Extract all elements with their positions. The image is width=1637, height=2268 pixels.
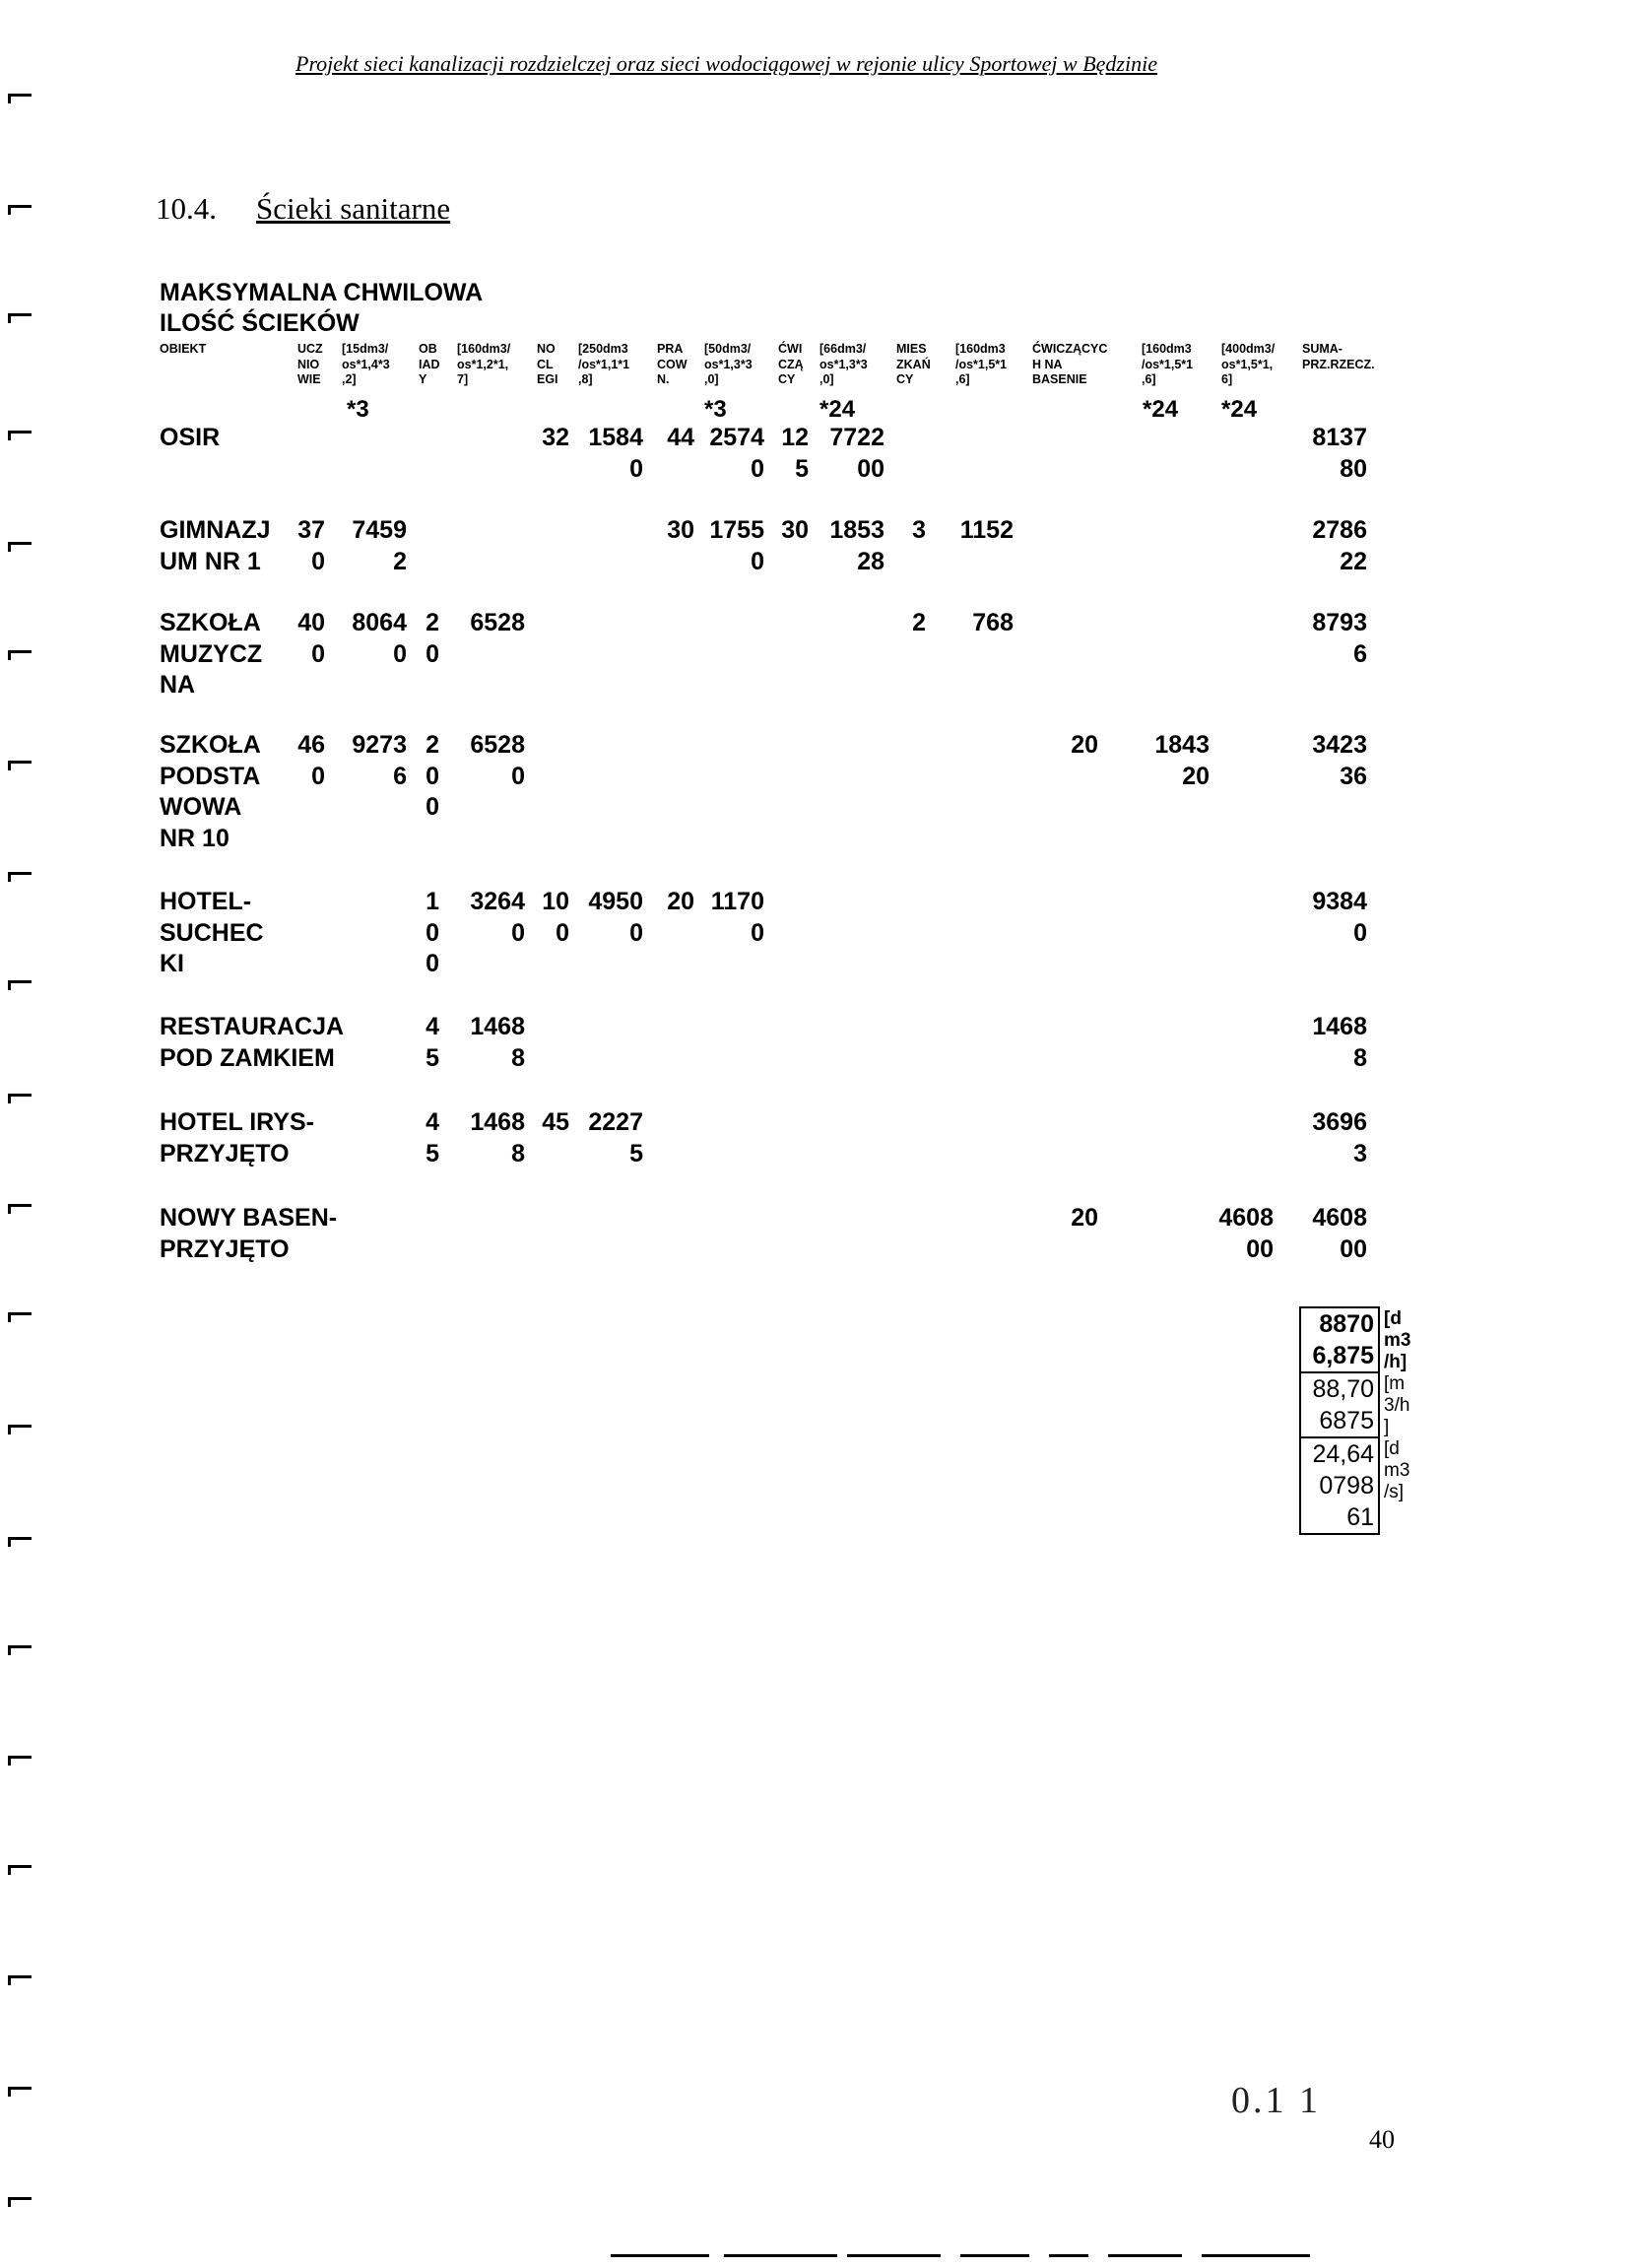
table-cell-line: 3 (1353, 1139, 1367, 1167)
table-cell-line: 8793 (1312, 609, 1367, 636)
column-header (955, 342, 1007, 388)
multiplier-note: *3 (704, 396, 727, 423)
scan-mark (8, 1312, 32, 1315)
table-cell-line: 40 (297, 609, 325, 636)
multiplier-note: *24 (1221, 396, 1258, 423)
total-unit-line: m3 (1384, 1460, 1410, 1481)
column-header-line: [160dm3/ (457, 342, 511, 356)
multiplier-note: *24 (1143, 396, 1179, 423)
column-header (1221, 342, 1275, 388)
table-cell-line: 0 (311, 762, 325, 790)
column-header (537, 342, 558, 388)
table-cell-line: 8064 (352, 609, 407, 636)
table-cell-line: 3 (912, 516, 926, 544)
row-label-line: MUZYCZ (160, 639, 263, 668)
column-header (1142, 342, 1193, 388)
table-title-line: ILOŚĆ ŚCIEKÓW (160, 309, 360, 337)
table-cell-q160b (1154, 730, 1210, 792)
table-cell-line: 8 (511, 1043, 525, 1072)
column-header-line: ,6] (955, 372, 970, 386)
row-label-line: PRZYJĘTO (160, 1234, 290, 1263)
scan-mark (8, 1865, 32, 1868)
column-header-line: N. (657, 372, 670, 386)
row-label (160, 1107, 314, 1169)
table-cell-line: 2 (393, 547, 407, 575)
table-cell-noclegi (542, 887, 569, 949)
column-header (160, 342, 206, 358)
table-cell-line: 37 (297, 516, 325, 544)
scan-mark (8, 650, 32, 653)
column-header-line: ZKAŃ (896, 357, 931, 371)
totals-box (1299, 1306, 1411, 1535)
column-header (342, 342, 390, 388)
table-cell-line: 3696 (1312, 1108, 1367, 1136)
table-cell-line: 8137 (1312, 424, 1367, 451)
table-cell-line: 20 (1071, 731, 1098, 759)
column-header-line: ,0] (819, 372, 834, 386)
column-header-line: ĆWICZĄCYC (1032, 342, 1108, 356)
column-header (896, 342, 931, 388)
column-header-line: [50dm3/ (704, 342, 752, 356)
table-cell-suma (1312, 1203, 1367, 1265)
table-cell-line: 7722 (829, 424, 884, 451)
column-header-line: [160dm3 (955, 342, 1006, 356)
total-unit-line: [m (1384, 1373, 1406, 1394)
row-label-line: RESTAURACJA (160, 1013, 345, 1040)
table-cell-line: 32 (542, 424, 569, 451)
scan-mark (8, 205, 32, 208)
column-header-line: os*1,5*1, (1221, 357, 1274, 371)
total-value-line: 0798 (1319, 1472, 1374, 1500)
scan-mark (8, 1094, 32, 1097)
column-header (657, 342, 688, 388)
scan-mark (8, 313, 32, 316)
column-header-line: ĆWI (778, 342, 803, 356)
column-header-line: [66dm3/ (819, 342, 867, 356)
table-cell-line: 0 (426, 950, 439, 977)
scan-mark (8, 1204, 32, 1207)
table-cell-noclegi (542, 1107, 569, 1139)
scan-mark (8, 1537, 32, 1540)
row-label-line: WOWA (160, 793, 242, 821)
row-label-line: PRZYJĘTO (160, 1139, 290, 1167)
total-unit-line: [d (1384, 1438, 1400, 1459)
row-label-line: GIMNAZJ (160, 516, 271, 544)
column-header-line: SUMA- (1302, 342, 1342, 356)
table-cell-obiady (426, 887, 439, 980)
total-flow-dm3s (1301, 1438, 1410, 1533)
total-value-line: 6,875 (1312, 1342, 1374, 1369)
table-cell-q160o (470, 1107, 525, 1169)
table-cell-line: 3423 (1312, 731, 1367, 759)
table-cell-pracown (667, 515, 694, 547)
scan-mark (8, 1425, 32, 1428)
table-cell-line: 0 (426, 762, 439, 790)
table-cell-q160o (470, 887, 525, 949)
document-header: Projekt sieci kanalizacji rozdzielczej oraz sieci wodociągowej w rejonie ulicy Sportowej w Będzinie (295, 51, 1157, 76)
row-label-line: NR 10 (160, 824, 229, 852)
column-header (297, 342, 323, 388)
table-cell-line: 80 (1340, 454, 1367, 483)
table-cell-suma (1312, 515, 1367, 577)
table-cell-line: 1584 (588, 424, 643, 451)
table-cell-suma (1312, 730, 1367, 792)
table-cell-q15 (352, 608, 407, 670)
column-header-line: ,6] (1142, 372, 1156, 386)
column-header-line: BASENIE (1032, 372, 1087, 386)
total-value-line: 6875 (1319, 1407, 1374, 1434)
column-header-line: /os*1,1*1 (578, 357, 630, 371)
table-cell-mieszkancy (912, 515, 926, 547)
table-title (160, 278, 483, 339)
table-cell-line: 5 (426, 1043, 439, 1072)
table-cell-line: 10 (542, 888, 569, 915)
table-cell-obiady (426, 608, 439, 670)
column-header-line: CY (896, 372, 914, 386)
table-cell-line: 0 (629, 918, 643, 947)
table-cell-q250 (588, 1107, 643, 1169)
table-cell-pracown (667, 423, 694, 454)
section-number: 10.4. (156, 191, 217, 226)
scan-mark (8, 761, 32, 764)
row-label-line: SZKOŁA (160, 609, 261, 636)
scan-edge-dash (1049, 2254, 1088, 2257)
scan-edge-dash (960, 2254, 1029, 2257)
scan-edge-dash (1202, 2254, 1310, 2257)
scan-mark (8, 980, 32, 983)
table-cell-uczniowie (297, 730, 325, 792)
column-header-line: [400dm3/ (1221, 342, 1276, 356)
table-cell-obiady (426, 1107, 439, 1169)
table-cell-line: 1843 (1154, 731, 1210, 759)
table-cell-line: 2 (426, 731, 439, 759)
table-cell-line: 0 (751, 547, 764, 575)
table-cell-line: 1755 (709, 516, 764, 544)
column-header-line: ,0] (704, 372, 719, 386)
table-cell-line: 1853 (829, 516, 884, 544)
table-cell-q50 (709, 515, 764, 577)
table-cell-mieszkancy (912, 608, 926, 639)
row-label-line: NOWY BASEN- (160, 1204, 338, 1232)
column-header (419, 342, 440, 388)
table-cell-line: 1 (426, 888, 439, 915)
table-cell-line: 3264 (470, 888, 525, 915)
row-label-line: PODSTA (160, 762, 261, 790)
column-header-line: PRZ.RZECZ. (1302, 357, 1375, 371)
table-cell-noclegi (542, 423, 569, 454)
column-header-line: /os*1,5*1 (1142, 357, 1194, 371)
column-header-line: CL (537, 357, 554, 371)
column-header-line: CZĄ (778, 357, 804, 371)
scan-mark (8, 1645, 32, 1648)
table-cell-line: 46 (297, 731, 325, 759)
section-title: Ścieki sanitarne (256, 191, 451, 226)
table-cell-basen (1071, 730, 1098, 762)
table-cell-q400 (1218, 1203, 1274, 1265)
column-header-line: COW (657, 357, 688, 371)
table-cell-q50 (711, 887, 764, 949)
table-cell-line: 4 (426, 1108, 439, 1136)
table-cell-line: 30 (781, 516, 809, 544)
table-cell-line: 9273 (352, 731, 407, 759)
table-cell-line: 20 (667, 888, 694, 915)
table-cell-line: 8 (1353, 1043, 1367, 1072)
table-cell-line: 20 (1182, 762, 1210, 790)
total-unit-line: /h] (1384, 1352, 1408, 1372)
column-header-line: Y (419, 372, 427, 386)
table-cell-line: 1152 (959, 516, 1014, 544)
table-cell-line: 0 (311, 639, 325, 668)
row-label-line: SZKOŁA (160, 731, 261, 759)
table-cell-line: 0 (426, 639, 439, 668)
table-cell-line: 20 (1071, 1204, 1098, 1232)
table-cell-line: 0 (751, 918, 764, 947)
column-header-line: ,8] (578, 372, 593, 386)
column-header-line: /os*1,5*1 (955, 357, 1008, 371)
table-cell-line: 0 (511, 918, 525, 947)
row-label-line: SUCHEC (160, 918, 264, 947)
row-label-line: OSIR (160, 424, 221, 451)
row-label (160, 423, 220, 454)
table-cell-line: 0 (751, 454, 764, 483)
table-cell-line: 9384 (1312, 888, 1367, 915)
scan-mark (8, 1756, 32, 1759)
total-value-line: 24,64 (1312, 1440, 1374, 1468)
table-cell-line: 2 (912, 609, 926, 636)
table-cell-q250 (588, 423, 643, 485)
table-cell-line: 6528 (470, 731, 525, 759)
scan-edge-dash (847, 2254, 941, 2257)
table-cell-line: 1468 (470, 1013, 525, 1040)
table-title-line: MAKSYMALNA CHWILOWA (160, 279, 484, 306)
column-header-line: EGI (537, 372, 558, 386)
table-cell-line: 2 (426, 609, 439, 636)
table-cell-line: 12 (781, 424, 809, 451)
column-header-line: ,2] (342, 372, 357, 386)
scan-edge-dash (724, 2254, 837, 2257)
row-label (160, 1012, 344, 1074)
table-cell-line: 6 (393, 762, 407, 790)
total-value-line: 88,70 (1312, 1375, 1374, 1403)
column-header-line: CY (778, 372, 796, 386)
table-cell-line: 7459 (352, 516, 407, 544)
table-cell-line: 28 (857, 547, 884, 575)
multiplier-note: *24 (819, 396, 856, 423)
table-cell-line: 2574 (709, 424, 764, 451)
table-cell-line: 00 (1340, 1234, 1367, 1263)
table-cell-suma (1312, 1107, 1367, 1169)
table-cell-q250 (588, 887, 643, 949)
column-header (1032, 342, 1107, 388)
table-cell-basen (1071, 1203, 1098, 1234)
table-cell-line: 6 (1353, 639, 1367, 668)
table-cell-line: 0 (629, 454, 643, 483)
table-cell-line: 5 (795, 454, 809, 483)
total-unit (1384, 1308, 1410, 1373)
scan-mark (8, 2087, 32, 2090)
column-header-line: os*1,3*3 (819, 357, 868, 371)
table-cell-line: 1468 (1312, 1013, 1367, 1040)
total-unit (1384, 1438, 1409, 1503)
scan-mark (8, 2197, 32, 2200)
column-header-line: os*1,4*3 (342, 357, 390, 371)
table-cell-q160o (470, 1012, 525, 1074)
table-cell-line: 5 (426, 1139, 439, 1167)
column-header-line: MIES (896, 342, 927, 356)
column-header (778, 342, 804, 388)
page-number: 40 (1369, 2125, 1395, 2154)
table-cell-uczniowie (297, 608, 325, 670)
row-label (160, 730, 261, 854)
table-cell-line: 00 (1246, 1234, 1274, 1263)
column-header-line: NIO (297, 357, 320, 371)
column-header-line: [250dm3 (578, 342, 628, 356)
table-cell-q50 (709, 423, 764, 485)
column-header (578, 342, 629, 388)
total-peak-flow (1301, 1308, 1411, 1373)
table-cell-line: 6528 (470, 609, 525, 636)
table-cell-line: 0 (426, 793, 439, 821)
table-cell-line: 0 (393, 639, 407, 668)
column-header-line: UCZ (297, 342, 323, 356)
table-cell-line: 4 (426, 1013, 439, 1040)
column-header (704, 342, 753, 388)
scan-mark (8, 1975, 32, 1978)
table-cell-line: 2227 (588, 1108, 643, 1136)
table-cell-line: 45 (542, 1108, 569, 1136)
table-cell-line: 0 (556, 918, 569, 947)
table-cell-line: 0 (1353, 918, 1367, 947)
table-cell-cwiczacy (781, 423, 809, 485)
scan-edge-dash (1108, 2254, 1182, 2257)
table-cell-line: 0 (426, 918, 439, 947)
scan-edge-dash (611, 2254, 709, 2257)
scan-mark (8, 94, 32, 97)
table-cell-line: 30 (667, 516, 694, 544)
table-cell-suma (1312, 1012, 1367, 1074)
total-unit-line: ] (1384, 1417, 1390, 1437)
row-label-line: HOTEL IRYS- (160, 1108, 314, 1136)
table-cell-line: 1468 (470, 1108, 525, 1136)
total-value-line: 8870 (1319, 1310, 1374, 1338)
total-unit (1384, 1373, 1409, 1438)
scan-mark (8, 431, 32, 434)
column-header-line: OB (419, 342, 437, 356)
table-cell-obiady (426, 730, 439, 824)
table-cell-q160o (470, 730, 525, 792)
table-cell-obiady (426, 1012, 439, 1074)
table-cell-uczniowie (297, 515, 325, 577)
column-header-line: OBIEKT (160, 342, 207, 356)
row-label (160, 887, 264, 980)
table-cell-line: 44 (667, 424, 694, 451)
column-header-line: 6] (1221, 372, 1233, 386)
column-header-line: 7] (457, 372, 469, 386)
table-cell-q160m (960, 515, 1014, 547)
column-header-line: [160dm3 (1142, 342, 1192, 356)
row-label-line: UM NR 1 (160, 547, 261, 575)
table-cell-suma (1312, 608, 1367, 670)
table-cell-line: 8 (511, 1139, 525, 1167)
table-cell-q160o (470, 608, 525, 639)
row-label (160, 608, 262, 701)
row-label-line: HOTEL- (160, 888, 252, 915)
row-label-line: POD ZAMKIEM (160, 1043, 335, 1072)
row-label-line: KI (160, 950, 184, 977)
table-cell-suma (1312, 423, 1367, 485)
column-header-line: NO (537, 342, 556, 356)
column-header-line: os*1,2*1, (457, 357, 509, 371)
handwritten-stamp: 0.1 1 (1231, 2080, 1321, 2121)
total-flow-m3h (1301, 1373, 1410, 1438)
table-cell-line: 36 (1340, 762, 1367, 790)
total-value-line: 61 (1346, 1503, 1374, 1531)
row-label (160, 1203, 337, 1265)
total-unit-line: [d (1384, 1308, 1402, 1329)
total-unit-line: m3 (1384, 1330, 1411, 1351)
column-header (1302, 342, 1375, 372)
column-header-line: os*1,3*3 (704, 357, 753, 371)
section-heading (156, 191, 450, 227)
column-header-line: [15dm3/ (342, 342, 389, 356)
row-label-line: NA (160, 671, 196, 699)
scan-mark (8, 872, 32, 875)
table-cell-line: 00 (857, 454, 884, 483)
table-cell-q160m (972, 608, 1014, 639)
table-cell-suma (1312, 887, 1367, 949)
column-header (819, 342, 868, 388)
table-cell-line: 4608 (1312, 1204, 1367, 1232)
column-header-line: PRA (657, 342, 684, 356)
table-cell-q66 (829, 423, 884, 485)
column-header-line: IAD (419, 357, 440, 371)
total-unit-line: 3/h (1384, 1395, 1410, 1416)
table-cell-q15 (352, 515, 407, 577)
row-label (160, 515, 271, 577)
table-cell-pracown (667, 887, 694, 918)
scan-mark (8, 542, 32, 545)
table-cell-line: 5 (629, 1139, 643, 1167)
table-cell-line: 4608 (1218, 1204, 1274, 1232)
column-header (457, 342, 510, 388)
multiplier-note: *3 (347, 396, 369, 423)
table-cell-line: 0 (511, 762, 525, 790)
column-header-line: H NA (1032, 357, 1063, 371)
table-cell-line: 4950 (588, 888, 643, 915)
table-cell-line: 0 (311, 547, 325, 575)
table-cell-cwiczacy (781, 515, 809, 547)
table-cell-q66 (829, 515, 884, 577)
table-cell-line: 768 (972, 609, 1014, 636)
table-cell-line: 2786 (1312, 516, 1367, 544)
column-header-line: WIE (297, 372, 321, 386)
total-unit-line: /s] (1384, 1482, 1405, 1502)
table-cell-line: 22 (1340, 547, 1367, 575)
table-cell-line: 1170 (710, 888, 764, 915)
table-cell-q15 (352, 730, 407, 792)
